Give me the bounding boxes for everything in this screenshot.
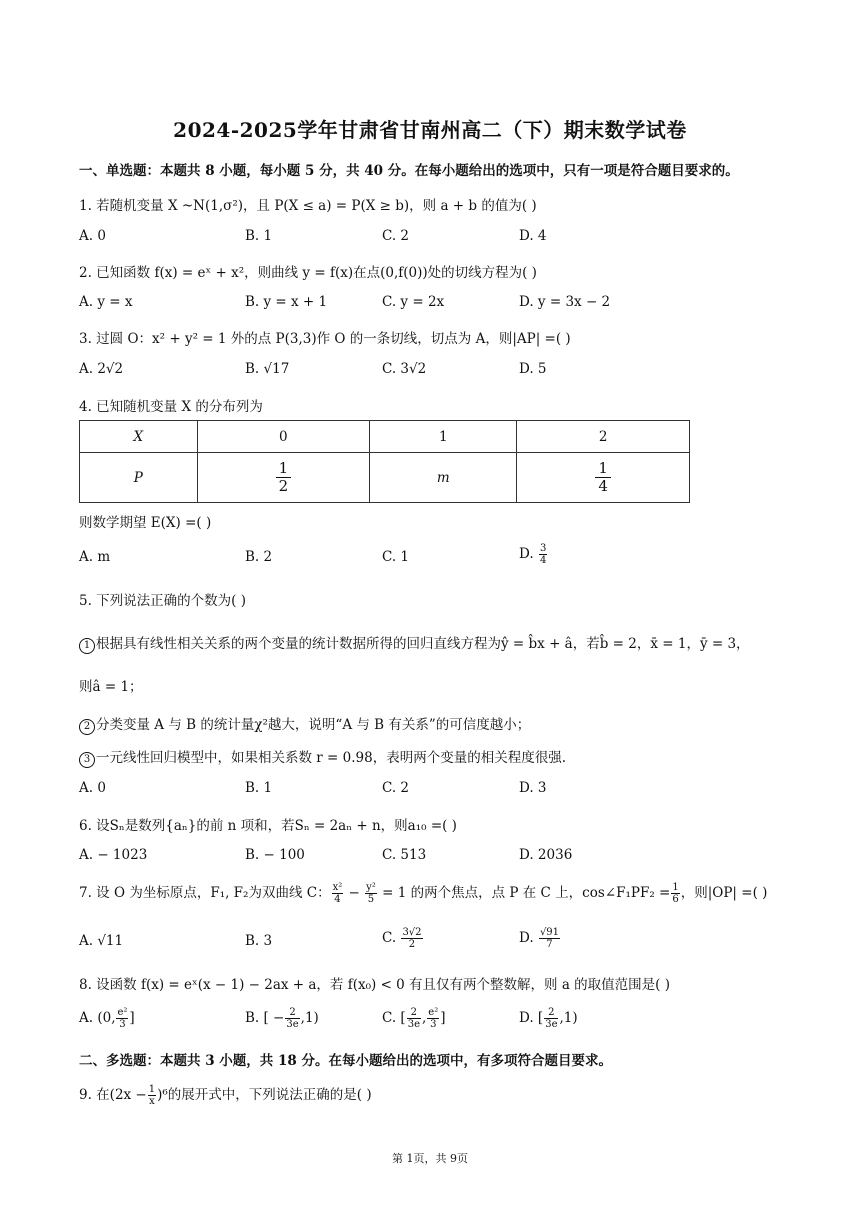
q8-option-d (519, 1007, 578, 1030)
stem-text: ，则|OP| =( ) (680, 885, 768, 901)
fraction (544, 1007, 558, 1030)
denominator: 2 (278, 477, 289, 495)
section-multi-choice: 二、多选题：本题共 3 小题，共 18 分。在每小题给出的选项中，有多项符合题目要求。 (79, 1053, 612, 1069)
question-4: 4. 已知随机变量 X 的分布列为 (79, 399, 263, 415)
numerator: 1 (148, 1084, 156, 1095)
numerator: e² (117, 1007, 128, 1018)
q7-option-b: B. 3 (245, 933, 273, 949)
circled-number: 3 (79, 752, 95, 768)
q3-option-c: C. 3√2 (382, 361, 427, 377)
table-row (80, 453, 690, 503)
denominator: 3e (545, 1019, 558, 1030)
fraction (407, 1007, 421, 1030)
table-cell: 0 (197, 421, 370, 453)
question-4-followup: 则数学期望 E(X) =( ) (79, 515, 212, 531)
question-6: 6. 设Sₙ是数列{aₙ}的前 n 项和，若Sₙ = 2aₙ + n，则a₁₀ =( ) (79, 818, 457, 834)
numerator: 2 (285, 1007, 299, 1019)
question-7 (79, 881, 767, 905)
q7-option-a: A. √11 (79, 933, 124, 949)
numerator: √91 (539, 927, 560, 938)
stem-text: 7. 设 O 为坐标原点，F₁, F₂为双曲线 C： (79, 885, 331, 901)
option-label: D. (519, 930, 534, 946)
q8-option-a (79, 1007, 135, 1030)
q3-option-b: B. √17 (245, 361, 290, 377)
q1-option-c: C. 2 (382, 228, 410, 244)
statement-text: 一元线性回归模型中，如果相关系数 r = 0.98，表明两个变量的相关程度很强. (96, 750, 566, 766)
option-text: ,1) (300, 1010, 319, 1026)
q1-option-b: B. 1 (245, 228, 273, 244)
numerator: e² (428, 1007, 439, 1018)
fraction (401, 927, 422, 950)
option-label: D. (519, 546, 534, 562)
denominator: 5 (367, 894, 375, 905)
option-label: C. (382, 930, 397, 946)
fraction (539, 927, 560, 950)
denominator: 2 (408, 939, 416, 950)
circled-number: 2 (79, 719, 95, 735)
option-text: , (421, 1010, 427, 1026)
q5-option-d: D. 3 (519, 780, 547, 796)
circled-number: 1 (79, 638, 95, 654)
distribution-table (79, 420, 690, 503)
denominator: 4 (598, 477, 608, 495)
numerator: x² (332, 882, 343, 893)
numerator: y² (366, 882, 376, 893)
table-cell: X (80, 421, 198, 453)
q5-statement-3 (79, 746, 566, 768)
q4-option-a: A. m (79, 549, 111, 565)
fraction (427, 1007, 439, 1030)
table-cell: m (370, 453, 517, 503)
denominator: 6 (672, 894, 679, 905)
denominator: 7 (546, 939, 553, 950)
q5-option-c: C. 2 (382, 780, 410, 796)
statement-text: 分类变量 A 与 B 的统计量χ²越大，说明“A 与 B 有关系”的可信度越小； (96, 717, 531, 733)
q7-option-c (382, 927, 424, 950)
q7-option-d (519, 927, 561, 950)
q5-option-a: A. 0 (79, 780, 106, 796)
fraction (148, 1084, 156, 1107)
q5-statement-1 (79, 632, 750, 654)
denominator: 3 (430, 1019, 437, 1030)
option-text: ] (129, 1010, 135, 1026)
numerator: 3 (539, 543, 547, 554)
q1-option-d: D. 4 (519, 228, 547, 244)
q5-option-b: B. 1 (245, 780, 273, 796)
q8-option-b (245, 1007, 319, 1030)
question-1: 1. 若随机变量 X ~N(1,σ²)，且 P(X ≤ a) = P(X ≥ b)，则 a + b 的值为( ) (79, 198, 537, 214)
fraction (671, 882, 679, 905)
denominator: 4 (334, 894, 341, 905)
question-2: 2. 已知函数 f(x) = eˣ + x²，则曲线 y = f(x)在点(0,f(0))处的切线方程为( ) (79, 265, 537, 281)
option-label: A. (0, (79, 1010, 116, 1026)
question-8: 8. 设函数 f(x) = eˣ(x − 1) − 2ax + a，若 f(x₀) < 0 有且仅有两个整数解，则 a 的取值范围是( ) (79, 977, 671, 993)
stem-text: 9. 在(2x − (79, 1087, 147, 1103)
q2-option-c: C. y = 2x (382, 294, 445, 310)
q6-option-c: C. 513 (382, 847, 427, 863)
q6-option-b: B. − 100 (245, 847, 305, 863)
option-text: ] (440, 1010, 446, 1026)
page-footer: 第 1页，共 9页 (392, 1152, 468, 1165)
q2-option-a: A. y = x (79, 294, 133, 310)
q4-option-d (519, 543, 548, 566)
q5-statement-1-cont: 则â = 1； (79, 679, 143, 695)
q2-option-d: D. y = 3x − 2 (519, 294, 611, 310)
page-title: 2024-2025学年甘肃省甘南州高二（下）期末数学试卷 (173, 118, 687, 142)
q4-option-b: B. 2 (245, 549, 273, 565)
q2-option-b: B. y = x + 1 (245, 294, 328, 310)
fraction (332, 882, 344, 905)
option-text: ,1) (559, 1010, 578, 1026)
table-cell: 1 (370, 421, 517, 453)
fraction (116, 1007, 128, 1030)
table-cell: P (80, 453, 198, 503)
fraction (539, 543, 547, 566)
option-label: D. [ (519, 1010, 544, 1026)
numerator: 2 (407, 1007, 421, 1019)
numerator: 1 (276, 460, 292, 478)
q6-option-a: A. − 1023 (79, 847, 148, 863)
fraction (276, 460, 292, 495)
option-label: C. [ (382, 1010, 406, 1026)
q5-statement-2 (79, 713, 530, 735)
q3-option-a: A. 2√2 (79, 361, 124, 377)
fraction (595, 460, 611, 495)
stem-text: − (344, 885, 365, 901)
stem-text: )⁶的展开式中，下列说法正确的是( ) (157, 1087, 372, 1103)
fraction (365, 882, 377, 905)
option-label: B. [ − (245, 1010, 285, 1026)
table-cell (517, 453, 690, 503)
table-row (80, 421, 690, 453)
numerator: 2 (544, 1007, 558, 1019)
fraction (285, 1007, 299, 1030)
denominator: 3e (286, 1019, 299, 1030)
q4-option-c: C. 1 (382, 549, 410, 565)
numerator: 3√2 (402, 927, 422, 938)
denominator: 3e (407, 1019, 420, 1030)
question-9 (79, 1083, 372, 1107)
question-5: 5. 下列说法正确的个数为( ) (79, 593, 246, 609)
q3-option-d: D. 5 (519, 361, 547, 377)
section-single-choice: 一、单选题：本题共 8 小题，每小题 5 分，共 40 分。在每小题给出的选项中，只有一项是符合题目要求的。 (79, 163, 739, 179)
numerator: 1 (595, 460, 611, 478)
numerator: 1 (672, 882, 679, 893)
table-cell: 2 (517, 421, 690, 453)
statement-text: 根据具有线性相关关系的两个变量的统计数据所得的回归直线方程为ŷ = b̂x + â，若b̂ = 2，x̄ = 1，ȳ = 3， (96, 636, 750, 652)
stem-text: = 1 的两个焦点，点 P 在 C 上，cos∠F₁PF₂ = (377, 885, 671, 901)
question-3: 3. 过圆 O：x² + y² = 1 外的点 P(3,3)作 O 的一条切线，切点为 A，则|AP| =( ) (79, 331, 571, 347)
q8-option-c (382, 1007, 446, 1030)
q1-option-a: A. 0 (79, 228, 106, 244)
denominator: x (149, 1096, 155, 1107)
denominator: 3 (119, 1019, 126, 1030)
q6-option-d: D. 2036 (519, 847, 573, 863)
denominator: 4 (539, 555, 547, 566)
table-cell (197, 453, 370, 503)
